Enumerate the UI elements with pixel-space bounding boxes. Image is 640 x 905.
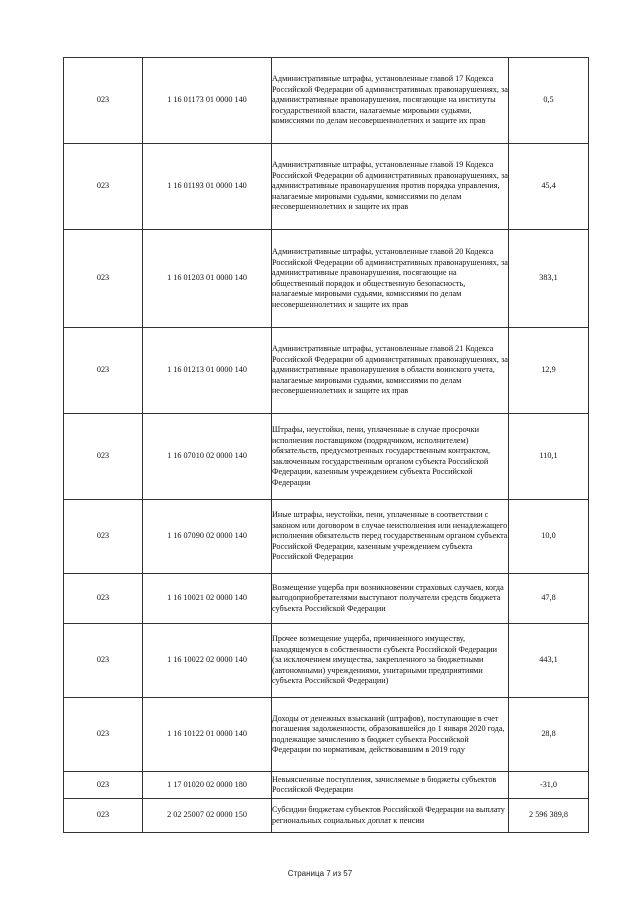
amount-cell: 10,0 <box>509 500 589 574</box>
income-name-cell: Административные штрафы, установленные главой 17 Кодекса Российской Федерации об административных правонарушениях, за административные правонарушения, посягающие на институты государственной власти, налагаемые мировыми судьями, комиссиями по делам несовершеннолетних и защите их прав <box>272 58 509 144</box>
table-row <box>64 772 589 799</box>
income-name-cell: Прочее возмещение ущерба, причиненного имуществу, находящемуся в собственности субъекта Российской Федерации (за исключением имущества, закрепленного за бюджетными (автономными) учреждениями, унитарными предприятиями субъекта Российской Федерации) <box>272 624 509 698</box>
income-name-cell: Штрафы, неустойки, пени, уплаченные в случае просрочки исполнения поставщиком (подрядчиком, исполнителем) обязательств, предусмотренных государственным контрактом, заключенным государственным органом субъекта Российской Федерации, казенным учреждением субъекта Российской Федерации <box>272 414 509 500</box>
amount-cell: 0,5 <box>509 58 589 144</box>
page-number: Страница 7 из 57 <box>287 869 353 878</box>
amount-cell: 12,9 <box>509 328 589 414</box>
income-name-cell: Иные штрафы, неустойки, пени, уплаченные в соответствии с законом или договором в случае неисполнения или ненадлежащего исполнения обязательств перед государственным органом субъекта Российской Федерации, казенным учреждением субъекта Российской Федерации <box>272 500 509 574</box>
admin-code-cell: 023 <box>64 230 143 328</box>
admin-code-cell: 023 <box>64 574 143 624</box>
budget-code-cell: 1 16 01173 01 0000 140 <box>143 58 272 144</box>
budget-code-cell: 2 02 25007 02 0000 150 <box>143 799 272 833</box>
budget-code-cell: 1 16 10022 02 0000 140 <box>143 624 272 698</box>
table-row <box>64 230 589 328</box>
budget-code-cell: 1 16 10122 01 0000 140 <box>143 698 272 772</box>
admin-code-cell: 023 <box>64 772 143 799</box>
income-name-cell: Административные штрафы, установленные главой 21 Кодекса Российской Федерации об административных правонарушениях, за административные правонарушения в области воинского учета, налагаемые мировыми судьями, комиссиями по делам несовершеннолетних и защите их прав <box>272 328 509 414</box>
budget-code-cell: 1 16 07090 02 0000 140 <box>143 500 272 574</box>
amount-cell: 110,1 <box>509 414 589 500</box>
table-row <box>64 58 589 144</box>
income-name-cell: Административные штрафы, установленные главой 19 Кодекса Российской Федерации об административных правонарушениях, за административные правонарушения против порядка управления, налагаемые мировыми судьями, комиссиями по делам несовершеннолетних и защите их прав <box>272 144 509 230</box>
amount-cell: 28,8 <box>509 698 589 772</box>
admin-code-cell: 023 <box>64 328 143 414</box>
budget-code-cell: 1 16 01193 01 0000 140 <box>143 144 272 230</box>
amount-cell: 383,1 <box>509 230 589 328</box>
table-row <box>64 144 589 230</box>
budget-code-cell: 1 16 07010 02 0000 140 <box>143 414 272 500</box>
amount-cell: 45,4 <box>509 144 589 230</box>
table-row <box>64 328 589 414</box>
income-name-cell: Субсидии бюджетам субъектов Российской Федерации на выплату региональных социальных доплат к пенсии <box>272 799 509 833</box>
amount-cell: 2 596 389,8 <box>509 799 589 833</box>
admin-code-cell: 023 <box>64 624 143 698</box>
admin-code-cell: 023 <box>64 698 143 772</box>
amount-cell: -31,0 <box>509 772 589 799</box>
table-row <box>64 414 589 500</box>
admin-code-cell: 023 <box>64 799 143 833</box>
admin-code-cell: 023 <box>64 500 143 574</box>
admin-code-cell: 023 <box>64 58 143 144</box>
income-name-cell: Возмещение ущерба при возникновении страховых случаев, когда выгодоприобретателями выступают получатели средств бюджета субъекта Российской Федерации <box>272 574 509 624</box>
budget-code-cell: 1 16 01213 01 0000 140 <box>143 328 272 414</box>
budget-code-cell: 1 16 01203 01 0000 140 <box>143 230 272 328</box>
revenue-table <box>63 57 589 833</box>
table-row <box>64 574 589 624</box>
table-row <box>64 624 589 698</box>
admin-code-cell: 023 <box>64 144 143 230</box>
budget-code-cell: 1 16 10021 02 0000 140 <box>143 574 272 624</box>
admin-code-cell: 023 <box>64 414 143 500</box>
income-name-cell: Доходы от денежных взысканий (штрафов), поступающие в счет погашения задолженности, образовавшейся до 1 января 2020 года, подлежащие зачислению в бюджет субъекта Российской Федерации по нормативам, действовавшим в 2019 году <box>272 698 509 772</box>
budget-code-cell: 1 17 01020 02 0000 180 <box>143 772 272 799</box>
income-name-cell: Невыясненные поступления, зачисляемые в бюджеты субъектов Российской Федерации <box>272 772 509 799</box>
table-row <box>64 698 589 772</box>
table-row <box>64 799 589 833</box>
table-row <box>64 500 589 574</box>
amount-cell: 47,8 <box>509 574 589 624</box>
amount-cell: 443,1 <box>509 624 589 698</box>
income-name-cell: Административные штрафы, установленные главой 20 Кодекса Российской Федерации об административных правонарушениях, за административные правонарушения, посягающие на общественный порядок и общественную безопасность, налагаемые мировыми судьями, комиссиями по делам несовершеннолетних и защите их прав <box>272 230 509 328</box>
